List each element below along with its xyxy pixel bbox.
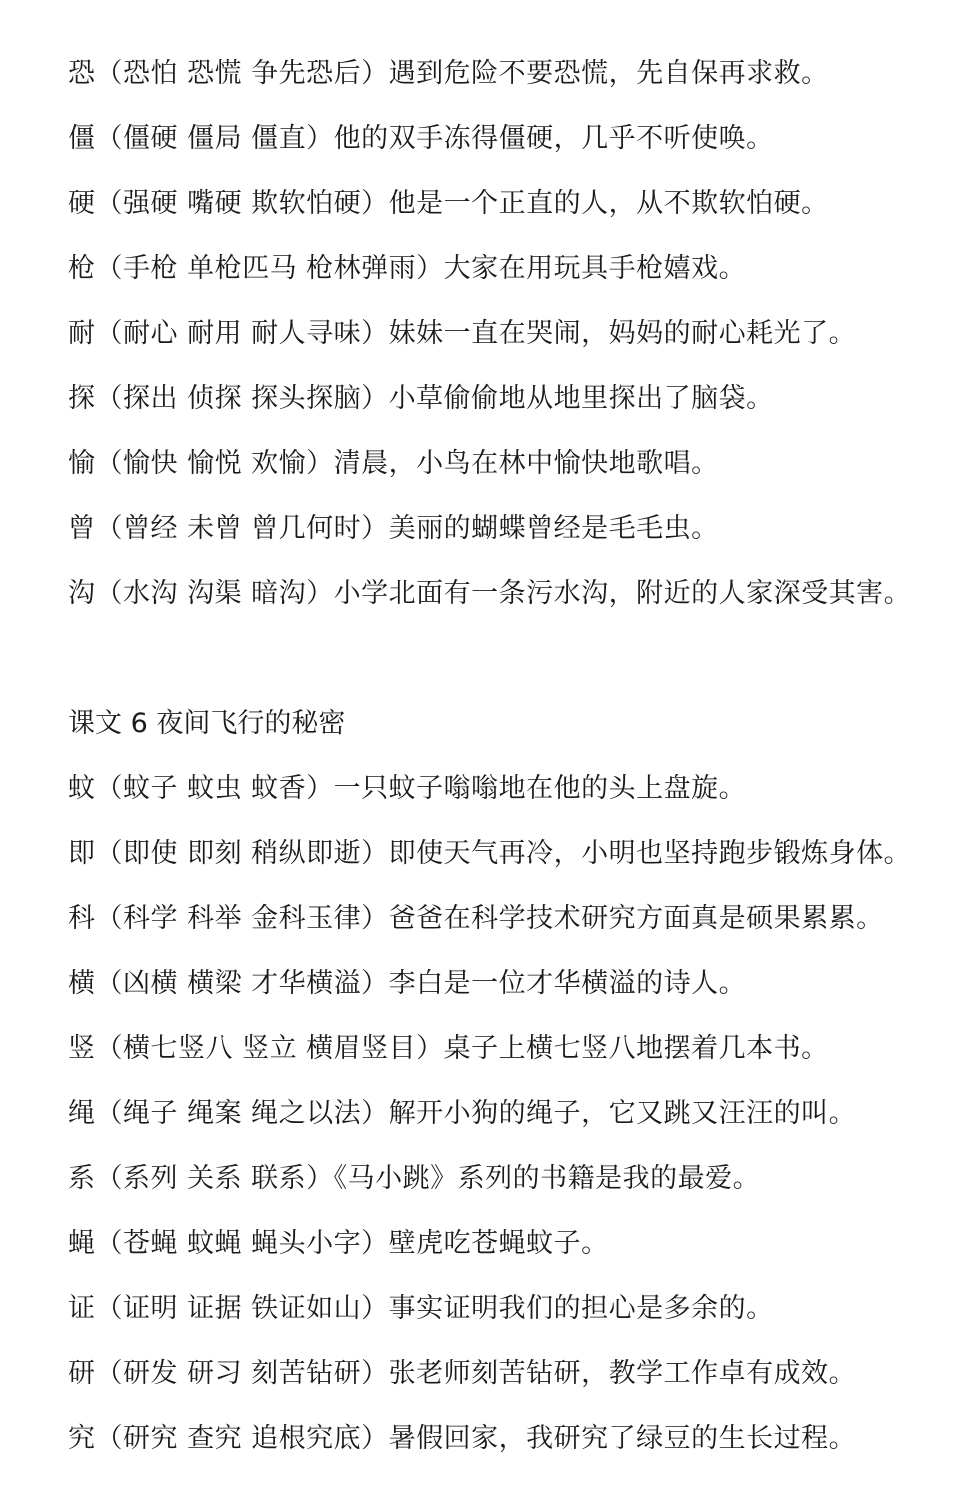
vocab-entry: 僵（僵硬 僵局 僵直）他的双手冻得僵硬，几乎不听使唤。 (68, 123, 774, 154)
vocab-entry: 蚊（蚊子 蚊虫 蚊香）一只蚊子嗡嗡地在他的头上盘旋。 (68, 773, 747, 804)
vocab-entry: 曾（曾经 未曾 曾几何时）美丽的蝴蝶曾经是毛毛虫。 (68, 513, 719, 544)
vocab-entry: 科（科学 科举 金科玉律）爸爸在科学技术研究方面真是硕果累累。 (68, 903, 884, 934)
vocab-entry: 枪（手枪 单枪匹马 枪林弹雨）大家在用玩具手枪嬉戏。 (68, 253, 747, 284)
vocab-entry: 愉（愉快 愉悦 欢愉）清晨，小鸟在林中愉快地歌唱。 (68, 448, 719, 479)
vocab-entry: 横（凶横 横梁 才华横溢）李白是一位才华横溢的诗人。 (68, 968, 747, 999)
vocab-entry: 沟（水沟 沟渠 暗沟）小学北面有一条污水沟，附近的人家深受其害。 (68, 578, 912, 609)
vocab-entry: 系（系列 关系 联系）《马小跳》系列的书籍是我的最爱。 (68, 1163, 761, 1194)
lesson-heading: 课文 6 夜间飞行的秘密 (68, 708, 346, 739)
vocab-entry: 蝇（苍蝇 蚊蝇 蝇头小字）壁虎吃苍蝇蚊子。 (68, 1228, 609, 1259)
vocab-entry: 研（研发 研习 刻苦钻研）张老师刻苦钻研，教学工作卓有成效。 (68, 1358, 857, 1389)
vocab-entry: 恐（恐怕 恐慌 争先恐后）遇到危险不要恐慌，先自保再求救。 (68, 58, 829, 89)
vocab-entry: 绳（绳子 绳案 绳之以法）解开小狗的绳子，它又跳又汪汪的叫。 (68, 1098, 857, 1129)
vocab-entry: 耐（耐心 耐用 耐人寻味）妹妹一直在哭闹，妈妈的耐心耗光了。 (68, 318, 857, 349)
vocab-entry: 竖（横七竖八 竖立 横眉竖目）桌子上横七竖八地摆着几本书。 (68, 1033, 829, 1064)
vocab-entry: 究（研究 查究 追根究底）暑假回家，我研究了绿豆的生长过程。 (68, 1423, 857, 1454)
vocab-entry: 即（即使 即刻 稍纵即逝）即使天气再冷，小明也坚持跑步锻炼身体。 (68, 838, 912, 869)
vocab-entry: 硬（强硬 嘴硬 欺软怕硬）他是一个正直的人，从不欺软怕硬。 (68, 188, 829, 219)
vocab-entry: 证（证明 证据 铁证如山）事实证明我们的担心是多余的。 (68, 1293, 774, 1324)
vocab-entry: 探（探出 侦探 探头探脑）小草偷偷地从地里探出了脑袋。 (68, 383, 774, 414)
